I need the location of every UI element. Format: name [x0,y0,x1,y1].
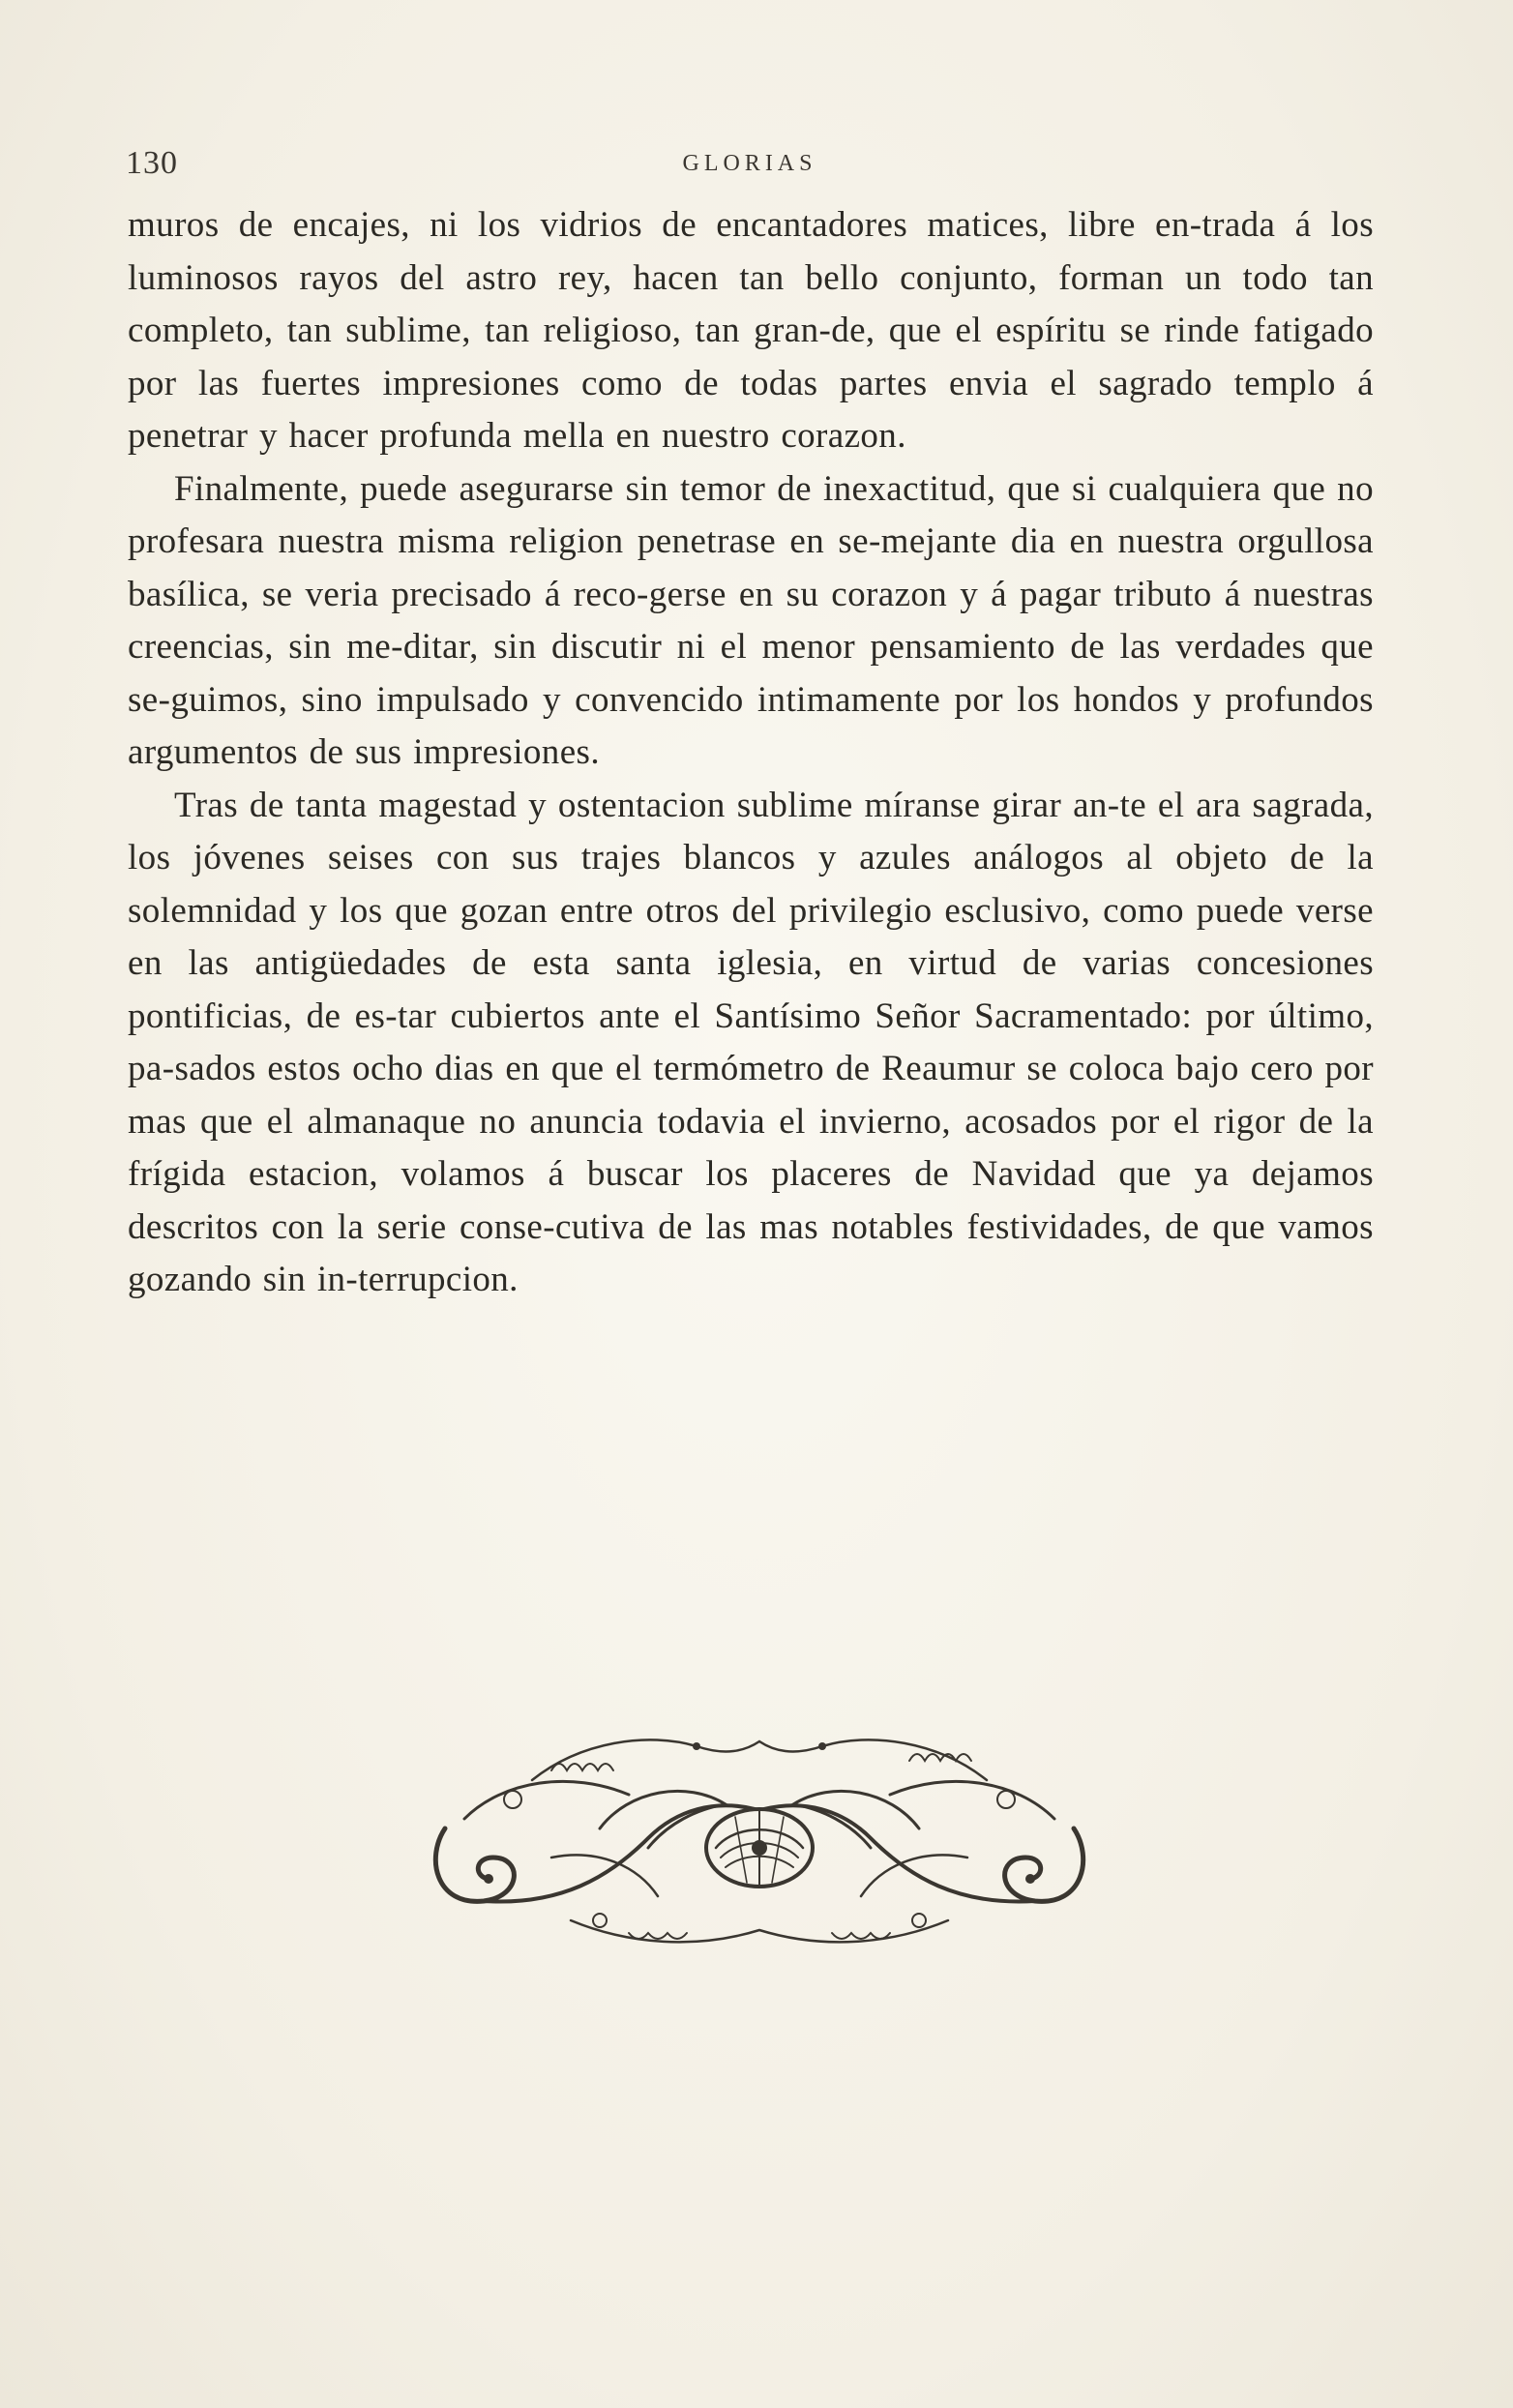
page-number: 130 [126,145,178,181]
paragraph-finalmente: Finalmente, puede asegurarse sin temor de inexactitud, que si cualquiera que no profesara nuestra misma religion penetrase en se-mejante dia en nuestra orgullosa basílica, se veria precisado á reco-gerse en su corazon y á pagar tributo á nuestras creencias, sin me-ditar, sin discutir ni el menor pensamiento de las verdades que se-guimos, sino impulsado y convencido intimamente por los hondos y profundos argumentos de sus impresiones. [128,468,1374,772]
paragraph-tras-de-tanta: Tras de tanta magestad y ostentacion sublime míranse girar an-te el ara sagrada, los jóvenes seises con sus trajes blancos y azules análogos al objeto de la solemnidad y los que gozan entre otros del privilegio esclusivo, como puede verse en las antigüedades de esta santa iglesia, en virtud de varias concesiones pontificias, de es-tar cubiertos ante el Santísimo Señor Sacramentado: por último, pa-sados estos ocho dias en que el termómetro de Reaumur se coloca bajo cero por mas que el almanaque no anuncia todavia el invierno, acosados por el rigor de la frígida estacion, volamos á buscar los placeres de Navidad que ya dejamos descritos con la serie conse-cutiva de las mas notables festividades, de que vamos gozando sin in-terrupcion. [128,785,1374,1299]
running-head [126,145,1374,184]
running-title: GLORIAS [682,151,817,176]
floral-scroll-ornament-icon [406,1712,1112,1954]
body-text [128,199,1374,1307]
paragraph-continued: muros de encajes, ni los vidrios de encantadores matices, libre en-trada á los luminosos rayos del astro rey, hacen tan bello conjunto, forman un todo tan completo, tan sublime, tan religioso, tan gran-de, que el espíritu se rinde fatigado por las fuertes impresiones como de todas partes envia el sagrado templo á penetrar y hacer profunda mella en nuestro corazon. [128,205,1374,456]
